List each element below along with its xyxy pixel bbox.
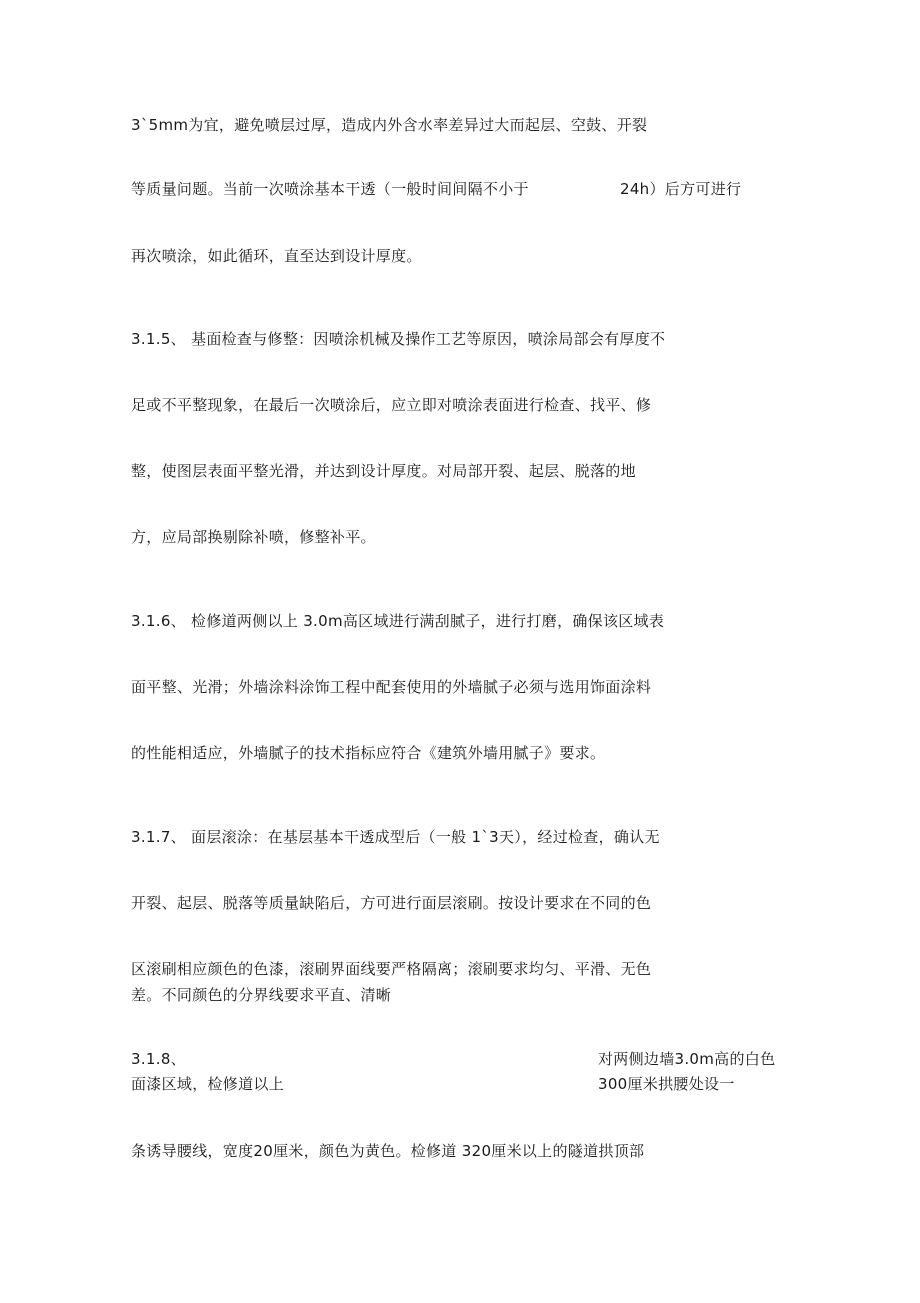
text-line: 整，使图层表面平整光滑，并达到设计厚度。对局部开裂、起层、脱落的地 (131, 462, 636, 480)
text-line: 条诱导腰线，宽度20厘米，颜色为黄色。检修道 320厘米以上的隧道拱顶部 (131, 1142, 645, 1160)
text-line: 对两侧边墙3.0m高的白色 (598, 1050, 776, 1068)
text-line: 区滚刷相应颜色的色漆，滚刷界面线要严格隔离；滚刷要求均匀、平滑、无色 (131, 960, 652, 978)
text-line: 的性能相适应，外墙腻子的技术指标应符合《建筑外墙用腻子》要求。 (131, 744, 606, 762)
text-line: 300厘米拱腰处设一 (598, 1075, 735, 1093)
text-line: 再次喷涂，如此循环，直至达到设计厚度。 (131, 247, 422, 265)
section-3-1-8-line: 3.1.8、 (131, 1050, 186, 1068)
section-3-1-5-line: 3.1.5、 基面检查与修整：因喷涂机械及操作工艺等原因，喷涂局部会有厚度不 (131, 330, 666, 348)
text-line: 3`5mm为宜，避免喷层过厚，造成内外含水率差异过大而起层、空鼓、开裂 (131, 116, 648, 134)
section-3-1-6-line: 3.1.6、 检修道两侧以上 3.0m高区域进行满刮腻子，进行打磨，确保该区域表 (131, 612, 665, 630)
text-line: 差。不同颜色的分界线要求平直、清晰 (131, 986, 392, 1004)
section-3-1-7-line: 3.1.7、 面层滚涂：在基层基本干透成型后（一般 1`3天），经过检查，确认无 (131, 828, 660, 846)
text-line: 等质量问题。当前一次喷涂基本干透（一般时间间隔不小于 (131, 180, 529, 198)
text-line: 方，应局部换剔除补喷，修整补平。 (131, 528, 376, 546)
text-line: 足或不平整现象，在最后一次喷涂后，应立即对喷涂表面进行检查、找平、修 (131, 396, 652, 414)
text-line: 面平整、光滑；外墙涂料涂饰工程中配套使用的外墙腻子必须与选用饰面涂料 (131, 678, 652, 696)
text-line: 面漆区域，检修道以上 (131, 1075, 285, 1093)
text-line: 24h）后方可进行 (620, 180, 742, 198)
text-line: 开裂、起层、脱落等质量缺陷后，方可进行面层滚刷。按设计要求在不同的色 (131, 894, 652, 912)
